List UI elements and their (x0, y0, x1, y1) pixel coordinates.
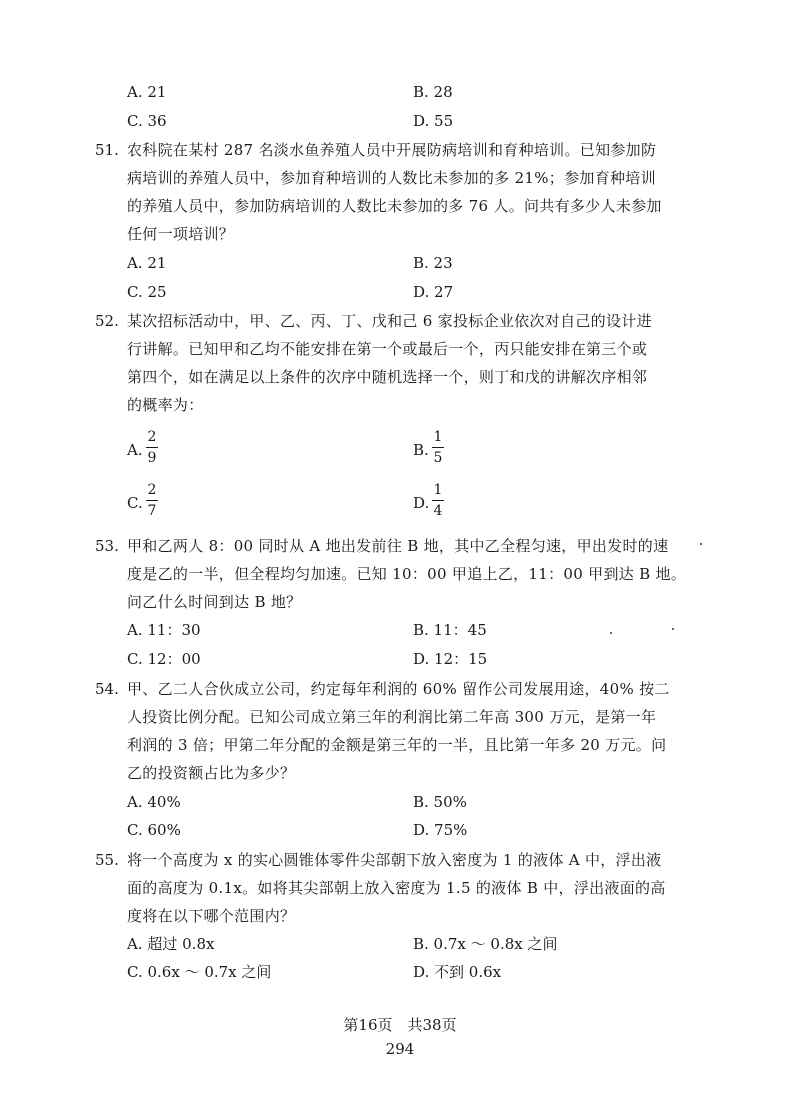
denominator: 5 (433, 450, 443, 466)
option-d: D. 12：15 (413, 650, 488, 668)
numerator: 1 (433, 429, 443, 445)
question-number: 54. (95, 680, 119, 698)
question-text-line: 利润的 3 倍；甲第二年分配的金额是第三年的一半，且比第一年多 20 万元。问 (127, 736, 667, 754)
question-number: 55. (95, 851, 119, 869)
question-text-line: 病培训的养殖人员中，参加育种培训的人数比未参加的多 21%；参加育种培训 (127, 169, 656, 187)
option-c: C. 60% (127, 821, 181, 839)
option-label: A. (127, 441, 143, 459)
page-number: 294 (385, 1040, 415, 1058)
option-a: A. 11：30 (127, 621, 201, 639)
scan-speck (610, 632, 612, 634)
numerator: 1 (433, 482, 443, 498)
option-label: C. (127, 494, 143, 512)
question-text-line: 的养殖人员中，参加防病培训的人数比未参加的多 76 人。问共有多少人未参加 (127, 197, 662, 215)
option-d: D. 55 (413, 112, 454, 130)
option-d: D. 75% (413, 821, 468, 839)
option-d: D. 27 (413, 283, 454, 301)
option-b: B. 50% (413, 793, 467, 811)
option-c: C. 36 (127, 112, 167, 130)
question-text-line: 行讲解。已知甲和乙均不能安排在第一个或最后一个，丙只能安排在第三个或 (127, 340, 648, 358)
fraction (432, 481, 444, 520)
option-b: B. 11：45 (413, 621, 487, 639)
question-text-line: 某次招标活动中，甲、乙、丙、丁、戊和己 6 家投标企业依次对自己的设计进 (127, 312, 652, 330)
question-text-line: 第四个，如在满足以上条件的次序中随机选择一个，则丁和戊的讲解次序相邻 (127, 368, 648, 386)
option-label: B. (413, 441, 429, 459)
question-number: 53. (95, 537, 119, 555)
question-text-line: 将一个高度为 x 的实心圆锥体零件尖部朝下放入密度为 1 的液体 A 中，浮出液 (127, 851, 662, 869)
option-b: B. 0.7x ～ 0.8x 之间 (413, 935, 558, 953)
option-d: D. 不到 0.6x (413, 963, 502, 981)
numerator: 2 (147, 482, 157, 498)
scan-speck (672, 628, 674, 630)
fraction-bar (432, 500, 444, 501)
fraction (146, 481, 158, 520)
fraction (432, 428, 444, 467)
fraction-bar (146, 447, 158, 448)
numerator: 2 (147, 429, 157, 445)
question-text-line: 任何一项培训？ (127, 225, 235, 243)
question-number: 52. (95, 312, 119, 330)
fraction (146, 428, 158, 467)
option-c: C. 0.6x ～ 0.7x 之间 (127, 963, 272, 981)
question-text-line: 甲、乙二人合伙成立公司，约定每年利润的 60% 留作公司发展用途，40% 按二 (127, 680, 670, 698)
question-text-line: 甲和乙两人 8：00 同时从 A 地出发前往 B 地，其中乙全程匀速，甲出发时的速 (127, 537, 669, 555)
option-label: D. (413, 494, 430, 512)
question-text-line: 度是乙的一半，但全程均匀加速。已知 10：00 甲追上乙，11：00 甲到达 B 地。 (127, 565, 687, 583)
question-text-line: 农科院在某村 287 名淡水鱼养殖人员中开展防病培训和育种培训。已知参加防 (127, 141, 657, 159)
option-b: B. 23 (413, 254, 453, 272)
question-text-line: 的概率为： (127, 396, 204, 414)
page-label: 第16页 共38页 (343, 1016, 457, 1034)
fraction-bar (146, 500, 158, 501)
option-c: C. 12：00 (127, 650, 201, 668)
denominator: 7 (147, 503, 157, 519)
question-text-line: 面的高度为 0.1x。如将其尖部朝上放入密度为 1.5 的液体 B 中，浮出液面的高 (127, 879, 666, 897)
question-text-line: 问乙什么时间到达 B 地？ (127, 593, 302, 611)
denominator: 4 (433, 503, 443, 519)
option-a: A. 40% (127, 793, 181, 811)
question-text-line: 乙的投资额占比为多少？ (127, 764, 296, 782)
option-a: A. 21 (127, 83, 167, 101)
scan-speck (700, 543, 702, 545)
question-text-line: 人投资比例分配。已知公司成立第三年的利润比第二年高 300 万元，是第一年 (127, 708, 657, 726)
question-number: 51. (95, 141, 119, 159)
option-a: A. 超过 0.8x (127, 935, 215, 953)
option-c: C. 25 (127, 283, 167, 301)
option-a: A. 21 (127, 254, 167, 272)
option-b: B. 28 (413, 83, 453, 101)
denominator: 9 (147, 450, 157, 466)
question-text-line: 度将在以下哪个范围内？ (127, 907, 296, 925)
fraction-bar (432, 447, 444, 448)
